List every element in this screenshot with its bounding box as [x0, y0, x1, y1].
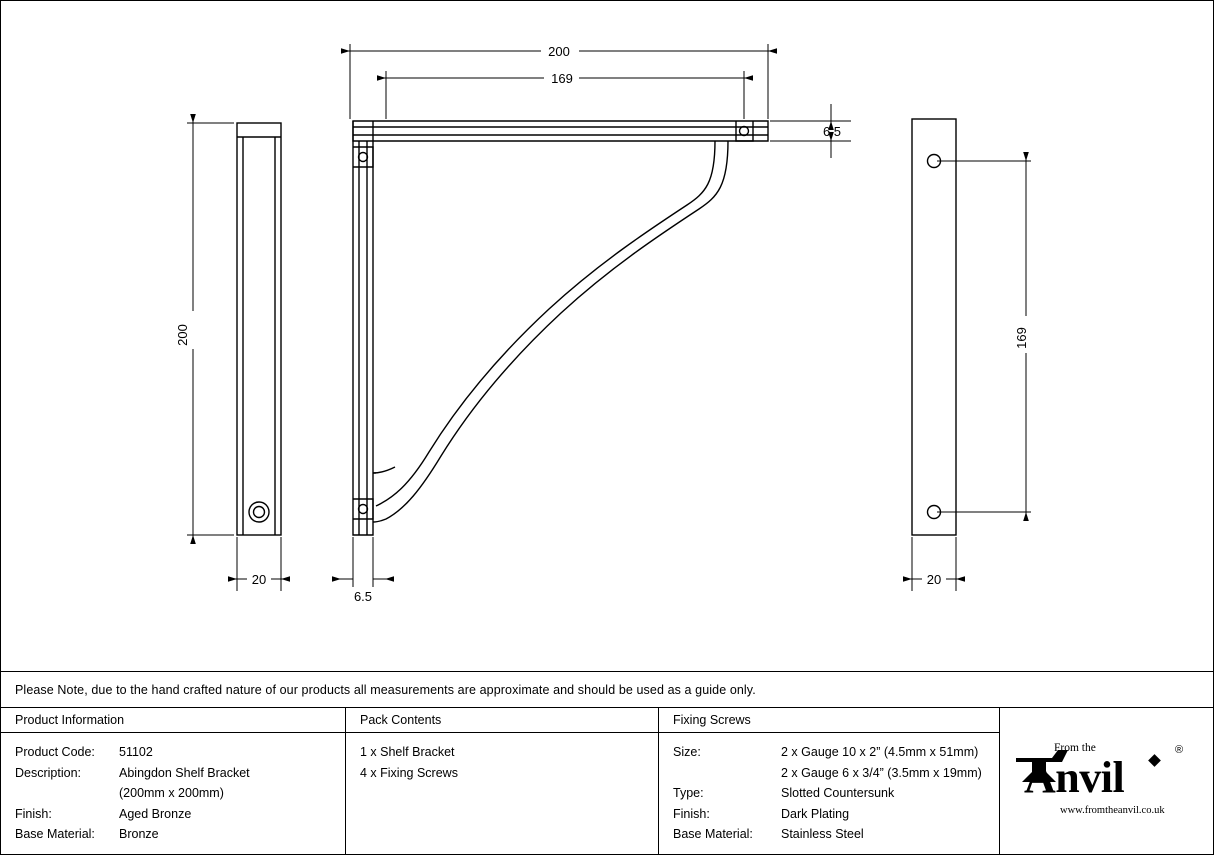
screw-size-row-2 [673, 763, 999, 784]
finish-key: Finish: [15, 806, 52, 821]
finish-row [15, 804, 345, 825]
product-information-body [1, 733, 345, 845]
logo-registered-mark: ® [1175, 744, 1184, 756]
dim-left-200-label: 200 [175, 324, 190, 346]
brand-logo-column [1000, 708, 1212, 854]
information-table [1, 707, 1213, 854]
product-code-row [15, 742, 345, 763]
dimension-left-200 [187, 123, 234, 535]
plate-view [912, 119, 956, 535]
base-material-value: Bronze [119, 827, 159, 841]
logo-website-url: www.fromtheanvil.co.uk [1060, 805, 1165, 816]
product-information-column [1, 708, 346, 854]
screw-finish-value: Dark Plating [781, 806, 850, 821]
dim-right-width-label: 20 [926, 572, 942, 587]
product-information-header: Product Information [1, 708, 345, 733]
pack-contents-column [346, 708, 659, 854]
fixing-screws-column [659, 708, 1000, 854]
product-code-key: Product Code: [15, 745, 95, 759]
screw-size-value-2: 2 x Gauge 6 x 3/4” (3.5mm x 19mm) [781, 765, 982, 780]
description-size-value: (200mm x 200mm) [119, 786, 224, 800]
screw-base-material-value: Stainless Steel [781, 827, 864, 841]
description-row [15, 763, 345, 784]
dim-thickness-top-label: 6.5 [822, 124, 842, 139]
pack-contents-body [346, 733, 658, 783]
side-view-profile [237, 123, 281, 535]
dim-thickness-bottom-label: 6.5 [353, 589, 373, 604]
screw-type-row [673, 783, 999, 804]
screw-size-key-2 [673, 763, 781, 784]
base-material-key: Base Material: [15, 827, 95, 841]
screw-type-value: Slotted Countersunk [781, 786, 895, 800]
screw-finish-key: Finish: [673, 806, 710, 821]
screw-finish-row [673, 804, 999, 825]
pack-contents-header: Pack Contents [346, 708, 658, 733]
screw-type-key: Type: [673, 786, 704, 800]
screw-size-key: Size: [673, 745, 701, 759]
screw-base-material-key: Base Material: [673, 827, 753, 841]
measurement-note-bar [1, 671, 1213, 707]
screw-size-row [673, 742, 999, 763]
dim-top-200-label: 200 [548, 44, 570, 59]
description-key: Description: [15, 765, 81, 780]
dim-left-width-label: 20 [251, 572, 267, 587]
dim-right-169-label: 169 [1014, 327, 1029, 349]
diamond-icon [1148, 754, 1161, 767]
bracket-front-view [353, 121, 768, 535]
pack-item: 1 x Shelf Bracket [360, 745, 455, 759]
screw-base-material-row [673, 824, 999, 845]
dim-top-169-label: 169 [551, 71, 573, 86]
brand-logo [1000, 708, 1212, 854]
pack-item: 4 x Fixing Screws [360, 765, 458, 780]
drawing-area [1, 1, 1213, 671]
finish-value: Aged Bronze [119, 806, 192, 821]
base-material-row [15, 824, 345, 845]
screw-size-value: 2 x Gauge 10 x 2” (4.5mm x 51mm) [781, 745, 979, 759]
fixing-screws-header: Fixing Screws [659, 708, 999, 733]
fixing-screws-body [659, 733, 999, 845]
product-code-value: 51102 [119, 745, 153, 759]
dimension-thickness-6-5-bottom [341, 537, 385, 587]
measurement-note-text: Please Note, due to the hand crafted nature of our products all measurements are approximate and should be used as a guide only. [15, 682, 756, 697]
logo-from-the-text: From the [1054, 742, 1096, 754]
description-value: Abingdon Shelf Bracket [119, 765, 250, 780]
logo-anvil-text: Anvil [1024, 753, 1125, 802]
